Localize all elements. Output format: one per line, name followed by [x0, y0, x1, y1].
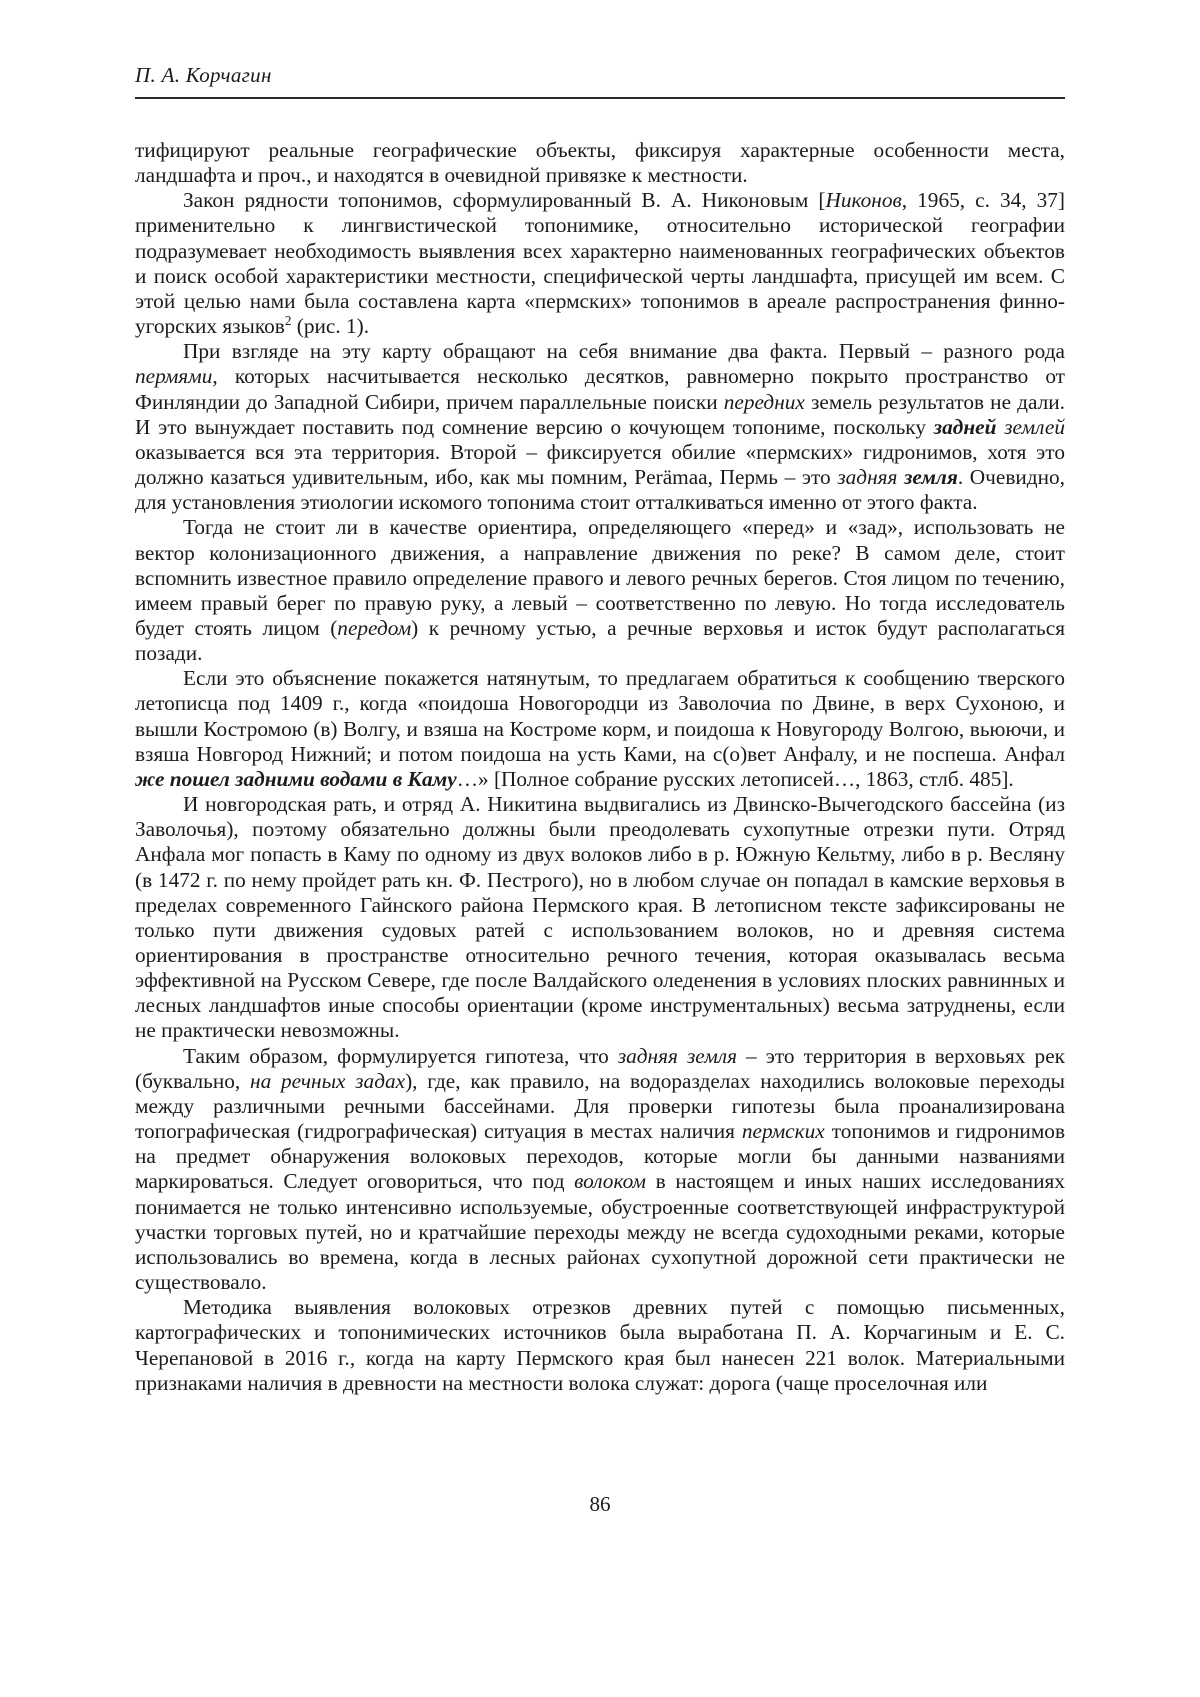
text-run: задняя земля: [617, 1043, 737, 1068]
text-run: оказывается вся эта территория. Второй – фиксируется обилие «пермских» гидронимов, хотя это должно казаться удивительным, ибо, как мы помним, Perämaa, Пермь – это: [135, 439, 1065, 490]
text-run: …» [Полное собрание русских летописей…, 1863, стлб. 485].: [456, 766, 1014, 791]
text-run: (рис. 1).: [291, 314, 370, 339]
content-column: [135, 62, 1065, 1396]
page-header: [135, 62, 1065, 99]
text-run: ) к речному устью, а речные верховья и исток будут располагаться позади.: [135, 615, 1065, 666]
text-run: При взгляде на эту карту обращают на себя внимание два факта. Первый – разного рода: [183, 339, 1065, 364]
text-run: же пошел задними водами в Каму: [135, 766, 457, 791]
paragraph: [135, 339, 1065, 515]
text-run: тифицируют реальные географические объекты, фиксируя характерные особенности места, ландшафта и проч., и находятся в очевидной привязке к местности.: [135, 138, 1065, 188]
text-run: . Очевидно, для установления этиологии искомого топонима стоит отталкиваться именно от этого факта.: [135, 465, 1066, 515]
text-run: ), где, как правило, на водоразделах находились волоковые переходы между различными речными бассейнами. Для проверки гипотезы была проанализирована топографическая (гидрографическая) ситуация в местах наличия: [135, 1068, 1065, 1144]
text-run: , которых насчитывается несколько десятков, равномерно покрыто пространство от Финляндии до Западной Сибири, причем параллельные поиски: [135, 364, 1065, 414]
text-run: задней: [933, 414, 997, 439]
text-run: в настоящем и иных наших исследованиях понимается не только интенсивно используемые, обустроенные соответствующей инфраструктурой участки торговых путей, но и кратчайшие переходы между не всегда судоходными реками, которые использовались во времена, когда в лесных районах сухопутной дорожной сети практически не существовало.: [135, 1169, 1065, 1295]
text-run: , 1965, с. 34, 37] применительно к лингвистической топонимике, относительно исторической географии подразумевает необходимость выявления всех характерно наименованных географических объектов и поиск особой характеристики местности, специфической черты ландшафта, присущей им всем. С этой целью нами была составлена карта «пермских» топонимов в ареале распространения финно-угорских языков: [135, 188, 1066, 339]
paragraph: [135, 515, 1065, 666]
paragraph: [135, 138, 1065, 188]
text-run: Если это объяснение покажется натянутым, то предлагаем обратиться к сообщению тверского летописца под 1409 г., когда «поидоша Новогородци из Заволочиа по Двине, в верх Сухоною, и вышли Костромою (в) Волгу, и взяша на Костроме корм, и поидоша к Новугороду Волгою, вьюючи, и взяша Новгород Нижний; и потом поидоша на усть Ками, на с(о)вет Анфалу, и не поспеша. Анфал: [135, 666, 1065, 766]
paragraph: [135, 1044, 1065, 1296]
paragraph: [135, 666, 1065, 792]
running-head-author: П. А. Корчагин: [135, 63, 272, 87]
footnote-marker: 2: [284, 313, 292, 328]
text-run: пермских: [741, 1119, 825, 1144]
text-run: Никонов: [825, 188, 902, 213]
text-run: передних: [723, 389, 805, 414]
text-run: землей: [996, 414, 1065, 439]
page-number: 86: [589, 1492, 611, 1516]
text-run: Таким образом, формулируется гипотеза, что: [183, 1043, 618, 1068]
paragraph: [135, 188, 1065, 339]
text-run: передом: [337, 615, 412, 640]
text-run: земля: [904, 465, 958, 490]
text-run: Методика выявления волоковых отрезков древних путей с помощью письменных, картографических и топонимических источников была выработана П. А. Корчагиным и Е. С. Черепановой в 2016 г., когда на карту Пермского края был нанесен 221 волок. Материальными признаками наличия в древности на местности волока служат: дорога (чаще проселочная или: [135, 1295, 1065, 1395]
paragraph: [135, 1295, 1065, 1396]
text-run: задняя: [837, 465, 905, 490]
text-run: Тогда не стоит ли в качестве ориентира, определяющего «перед» и «зад», использовать не вектор колонизационного движения, а направление движения по реке? В самом деле, стоит вспомнить известное правило определение правого и левого речных берегов. Стоя лицом по течению, имеем правый берег по правую руку, а левый – соответственно по левую. Но тогда исследователь будет стоять лицом (: [135, 515, 1065, 640]
paragraph: [135, 792, 1065, 1044]
text-run: – это территория в верховьях рек (буквально,: [135, 1043, 1065, 1093]
header-rule: [135, 97, 1065, 99]
article-body: [135, 138, 1065, 1396]
text-run: И новгородская рать, и отряд А. Никитина выдвигались из Двинско-Вычегодского бассейна (из Заволочья), поэтому обязательно должны были преодолевать сухопутные отрезки пути. Отряд Анфала мог попасть в Каму по одному из двух волоков либо в р. Южную Кельтму, либо в р. Весляну (в 1472 г. по нему пройдет рать кн. Ф. Пестрого), но в любом случае он попадал в камские верховья в пределах современного Гайнского района Пермского края. В летописном тексте зафиксированы не только пути движения судовых ратей с использованием волоков, но и древняя система ориентирования в пространстве относительно речного течения, которая оказывалась весьма эффективной на Русском Севере, где после Валдайского оледенения в условиях плоских равнинных и лесных ландшафтов иные способы ориентации (кроме инструментальных) весьма затруднены, если не практически невозможны.: [135, 792, 1065, 1043]
text-run: Закон рядности топонимов, сформулированный В. А. Никоновым [: [183, 188, 826, 213]
text-run: пермями: [135, 364, 213, 389]
text-run: топонимов и гидронимов на предмет обнаружения волоковых переходов, которые могли бы данными названиями маркироваться. Следует оговориться, что под: [135, 1119, 1066, 1194]
text-run: волоком: [574, 1169, 647, 1194]
text-run: земель результатов не дали. И это вынуждает поставить под сомнение версию о кочующем топониме, поскольку: [135, 389, 1065, 439]
text-run: на речных задах: [250, 1068, 406, 1093]
